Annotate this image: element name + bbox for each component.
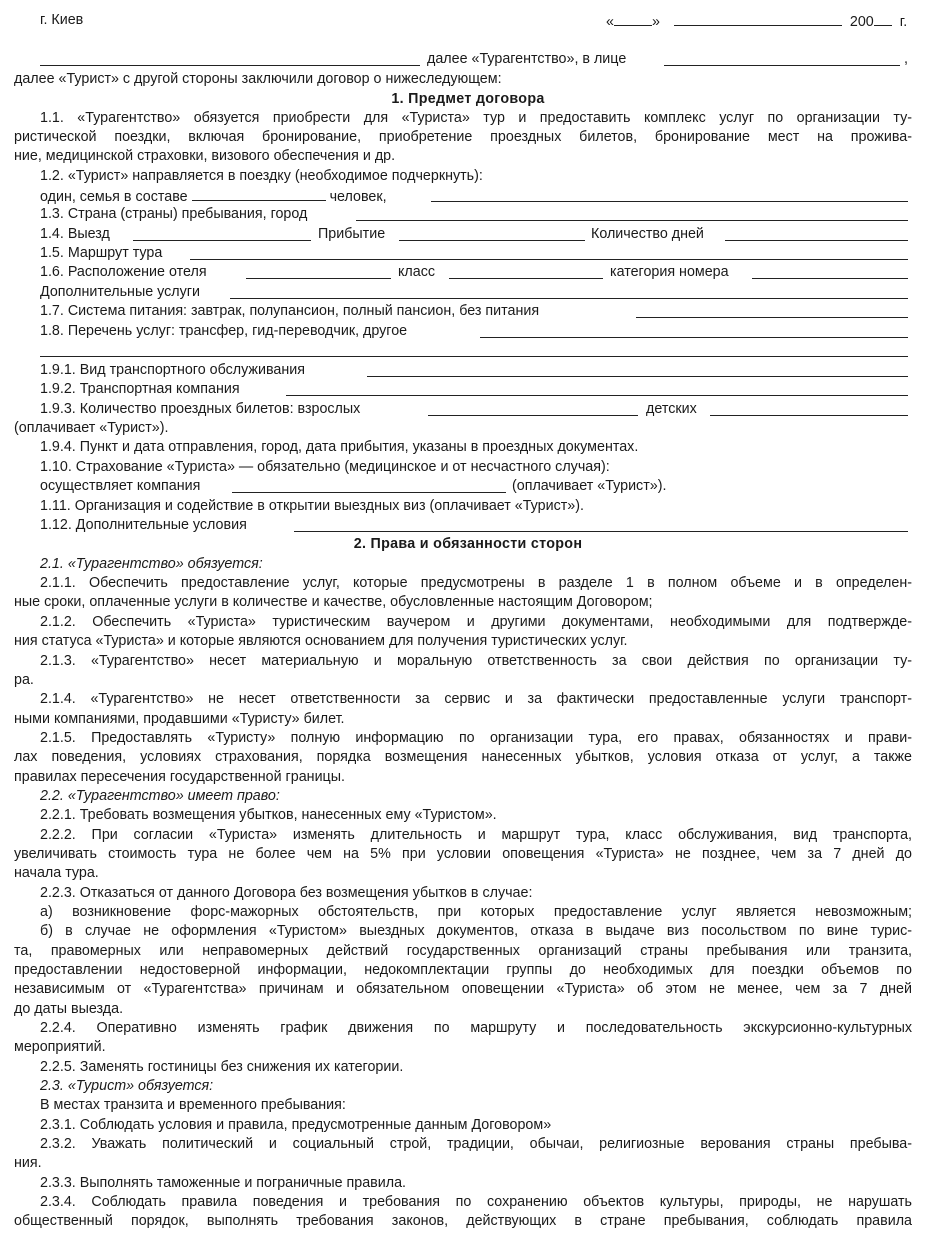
- clause-1-6-class: класс: [398, 264, 436, 280]
- services-blank-2[interactable]: [40, 356, 908, 357]
- comma: ,: [904, 51, 908, 67]
- clause-2-2-3-b-line1: б) в случае не оформления «Туристом» выездных документов, отказа в выдаче виз посольством по вине турис-: [40, 923, 912, 939]
- date-open-quote: «: [606, 14, 614, 30]
- clause-2-1-3-line1: 2.1.3. «Турагентство» несет материальную и моральную ответственность за свои действия по организации ту-: [40, 653, 912, 669]
- clause-1-6-hotel: 1.6. Расположение отеля: [40, 264, 207, 280]
- clause-2-1-4-line1: 2.1.4. «Турагентство» не несет ответственности за сервис и за фактически предоставленные услуги транспорт-: [40, 691, 912, 707]
- clause-1-3: 1.3. Страна (страны) пребывания, город: [40, 206, 308, 222]
- section-2-title: 2. Права и обязанности сторон: [353, 536, 583, 552]
- extra-conditions-blank[interactable]: [294, 531, 908, 532]
- agency-name-blank[interactable]: [40, 65, 420, 66]
- year-blank[interactable]: [874, 11, 892, 26]
- month-blank[interactable]: [674, 11, 842, 26]
- clause-1-9-1: 1.9.1. Вид транспортного обслуживания: [40, 362, 305, 378]
- clause-1-2-family: [40, 186, 387, 205]
- clause-2-2-3-b-line2: та, правомерных или неправомерных действий государственных организаций страны пребывания или транзита,: [14, 943, 912, 959]
- tourist-intro: далее «Турист» с другой стороны заключили договор о нижеследующем:: [14, 71, 502, 87]
- insurance-company-label: осуществляет компания: [40, 478, 201, 494]
- clause-2-2-4-line2: мероприятий.: [14, 1039, 106, 1055]
- persons-label: человек,: [329, 189, 387, 205]
- clause-1-5: 1.5. Маршрут тура: [40, 245, 163, 261]
- clause-2-3-4-line1: 2.3.4. Соблюдать правила поведения и требования по сохранению объектов культуры, природы, не нарушать: [40, 1194, 912, 1210]
- clause-2-2-4-line1: 2.2.4. Оперативно изменять график движения по маршруту и последовательность экскурсионно-культурных: [40, 1020, 912, 1036]
- clause-2-3-4-line2: общественный порядок, выполнять требования законов, действующих в стране пребывания, соблюдать правила: [14, 1213, 912, 1229]
- extra-services-blank[interactable]: [230, 298, 908, 299]
- city-label: г. Киев: [40, 12, 84, 28]
- clause-1-9-4: 1.9.4. Пункт и дата отправления, город, дата прибытия, указаны в проездных документах.: [40, 439, 639, 455]
- clause-2-3-1: 2.3.1. Соблюдать условия и правила, предусмотренные данным Договором»: [40, 1117, 552, 1133]
- clause-1-6-room: категория номера: [610, 264, 729, 280]
- clause-2-1: 2.1. «Турагентство» обязуется:: [40, 556, 263, 572]
- insurance-company-blank[interactable]: [232, 492, 506, 493]
- year-prefix: 200: [849, 14, 874, 30]
- insurance-pay: (оплачивает «Турист»).: [512, 478, 667, 494]
- clause-2-2-3-b-line4: независимым от «Турагентства» причинам и обязательном оповещении «Туриста» об этом не менее, чем за 7 дней: [14, 981, 912, 997]
- year-suffix: г.: [899, 14, 908, 30]
- clause-1-2: 1.2. «Турист» направляется в поездку (необходимое подчеркнуть):: [40, 168, 483, 184]
- transport-company-blank[interactable]: [286, 395, 908, 396]
- clause-1-4-arrival: Прибытие: [318, 226, 386, 242]
- date-close-quote: »: [651, 14, 660, 30]
- clause-2-2-3-b-line5: до даты выезда.: [14, 1001, 124, 1017]
- country-city-blank[interactable]: [356, 220, 908, 221]
- adult-tickets-blank[interactable]: [428, 415, 638, 416]
- clause-2-2-2-line1: 2.2.2. При согласии «Туриста» изменять длительность и маршрут тура, класс обслуживания, вид транспорта,: [40, 827, 912, 843]
- clause-1-11: 1.11. Организация и содействие в открытии выездных виз (оплачивает «Турист»).: [40, 498, 584, 514]
- clause-1-12: 1.12. Дополнительные условия: [40, 517, 247, 533]
- clause-1-8: 1.8. Перечень услуг: трансфер, гид-переводчик, другое: [40, 323, 408, 339]
- clause-2-3-3: 2.3.3. Выполнять таможенные и пограничные правила.: [40, 1175, 407, 1191]
- clause-2-3-intro: В местах транзита и временного пребывания:: [40, 1097, 346, 1113]
- transport-type-blank[interactable]: [367, 376, 908, 377]
- departure-blank[interactable]: [133, 240, 311, 241]
- clause-2-1-5-line1: 2.1.5. Предоставлять «Туристу» полную информацию по организации тура, его правах, обязанностях и прави-: [40, 730, 912, 746]
- children-label: детских: [646, 401, 697, 417]
- services-blank[interactable]: [480, 337, 908, 338]
- clause-2-3-2-line2: ния.: [14, 1155, 42, 1171]
- clause-1-7: 1.7. Система питания: завтрак, полупансион, полный пансион, без питания: [40, 303, 540, 319]
- family-label: один, семья в составе: [40, 189, 188, 205]
- route-blank[interactable]: [190, 259, 908, 260]
- extra-services: Дополнительные услуги: [40, 284, 200, 300]
- clause-1-10: 1.10. Страхование «Туриста» — обязательно (медицинское и от несчастного случая):: [40, 459, 610, 475]
- clause-2-2-3: 2.2.3. Отказаться от данного Договора без возмещения убытков в случае:: [40, 885, 533, 901]
- room-category-blank[interactable]: [752, 278, 908, 279]
- clause-2-1-2-line2: ния статуса «Туриста» и которые являются основанием для получения туристических услуг.: [14, 633, 628, 649]
- section-1-title: 1. Предмет договора: [391, 91, 545, 107]
- clause-1-4-days: Количество дней: [591, 226, 704, 242]
- clause-2-3: 2.3. «Турист» обязуется:: [40, 1078, 214, 1094]
- clause-2-2-3-b-line3: предоставлении недостоверной информации, недокомплектации группы до необходимых для поездки объемов по: [14, 962, 912, 978]
- clause-1-9-2: 1.9.2. Транспортная компания: [40, 381, 240, 397]
- clause-2-1-4-line2: ными компаниями, продавшими «Туристу» билет.: [14, 711, 345, 727]
- family-count-blank[interactable]: [192, 186, 326, 201]
- child-tickets-blank[interactable]: [710, 415, 908, 416]
- clause-2-1-5-line3: правилах пересечения государственной границы.: [14, 769, 345, 785]
- clause-2-2-1: 2.2.1. Требовать возмещения убытков, нанесенных ему «Туристом».: [40, 807, 497, 823]
- persons-names-blank[interactable]: [431, 201, 908, 202]
- clause-2-2: 2.2. «Турагентство» имеет право:: [40, 788, 280, 804]
- clause-2-1-5-line2: лах поведения, условиях страхования, порядка возмещения нанесенных убытков, условия отказа от услуг, а также: [14, 749, 912, 765]
- clause-1-4-departure: 1.4. Выезд: [40, 226, 110, 242]
- clause-2-1-3-line2: ра.: [14, 672, 34, 688]
- hotel-blank[interactable]: [246, 278, 391, 279]
- clause-2-1-1-line2: ные сроки, оплаченные услуги в количестве и качестве, обусловленные настоящим Договором;: [14, 594, 653, 610]
- clause-1-9-3: 1.9.3. Количество проездных билетов: взрослых: [40, 401, 361, 417]
- clause-2-2-2-line3: начала тура.: [14, 865, 99, 881]
- class-blank[interactable]: [449, 278, 603, 279]
- agency-rep-blank[interactable]: [664, 65, 900, 66]
- clause-1-9-3-pay: (оплачивает «Турист»).: [14, 420, 169, 436]
- clause-2-2-2-line2: увеличивать стоимость тура не более чем на 5% при условии оповещения «Туриста» не позднее, чем за 7 дней до: [14, 846, 912, 862]
- agency-text: далее «Турагентство», в лице: [427, 51, 627, 67]
- clause-1-1-line3: ние, медицинской страховки, визового обеспечения и др.: [14, 148, 396, 164]
- arrival-blank[interactable]: [399, 240, 585, 241]
- meals-blank[interactable]: [636, 317, 908, 318]
- date-field: [606, 11, 907, 30]
- clause-2-1-2-line1: 2.1.2. Обеспечить «Туриста» туристическим ваучером и другими документами, необходимыми для подтвержде-: [40, 614, 912, 630]
- clause-2-3-2-line1: 2.3.2. Уважать политический и социальный строй, традиции, обычаи, религиозные верования страны пребыва-: [40, 1136, 912, 1152]
- clause-1-1-line1: 1.1. «Турагентство» обязуется приобрести для «Туриста» тур и предоставить комплекс услуг по организации ту-: [40, 110, 912, 126]
- clause-1-1-line2: ристической поездки, включая бронирование, приобретение проездных билетов, бронирование мест на прожива-: [14, 129, 912, 145]
- clause-2-1-1-line1: 2.1.1. Обеспечить предоставление услуг, которые предусмотрены в разделе 1 в полном объеме и в определен-: [40, 575, 912, 591]
- clause-2-2-3-a: а) возникновение форс-мажорных обстоятельств, при которых предоставление услуг является невозможным;: [40, 904, 912, 920]
- clause-2-2-5: 2.2.5. Заменять гостиницы без снижения их категории.: [40, 1059, 404, 1075]
- day-blank[interactable]: [614, 11, 652, 26]
- days-blank[interactable]: [725, 240, 908, 241]
